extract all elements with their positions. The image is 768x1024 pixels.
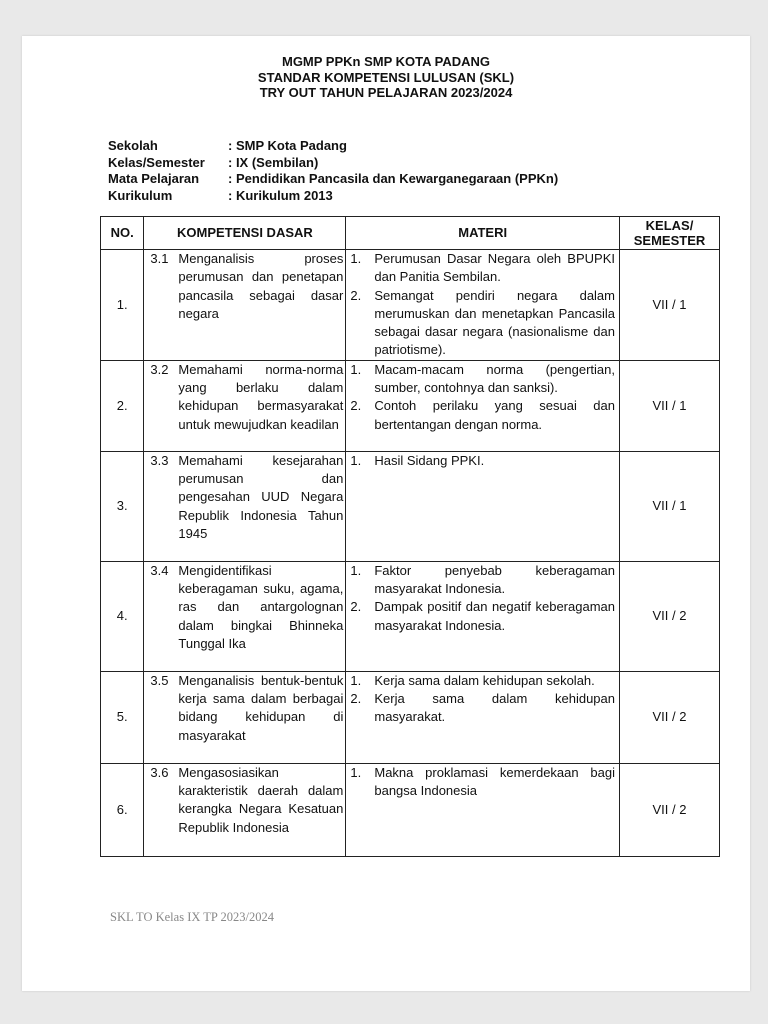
skl-table	[100, 216, 720, 857]
materi-cell	[346, 671, 620, 763]
kd-wrap	[150, 562, 343, 653]
kd-wrap	[150, 361, 343, 434]
kompetensi-dasar-cell	[144, 763, 346, 856]
row-number: 4.	[101, 561, 144, 671]
row-number: 2.	[101, 360, 144, 451]
materi-cell	[346, 250, 620, 361]
kd-wrap	[150, 672, 343, 745]
materi-item-number: 2.	[350, 599, 362, 615]
header-no: NO.	[101, 217, 144, 250]
materi-item-text: Kerja sama dalam kehidupan sekolah.	[374, 672, 595, 688]
materi-item-number: 1.	[350, 764, 362, 780]
kd-text: Mengasosiasikan karakteristik daerah dalam kerangka Negara Kesatuan Republik Indonesia	[178, 764, 344, 835]
materi-cell	[346, 360, 620, 451]
materi-item-number: 1.	[350, 562, 362, 578]
materi-cell	[346, 451, 620, 561]
row-number: 1.	[101, 250, 144, 361]
table-row	[101, 360, 720, 451]
kd-text: Memahami norma-norma yang berlaku dalam kehidupan bermasyarakat untuk mewujudkan keadilan	[178, 361, 344, 432]
materi-item-text: Macam-macam norma (pengertian, sumber, contohnya dan sanksi).	[374, 361, 615, 396]
kd-number: 3.4	[150, 562, 169, 578]
info-value: : Pendidikan Pancasila dan Kewarganegaraan (PPKn)	[228, 171, 559, 186]
info-block	[108, 138, 558, 204]
header-kelas-semester: KELAS/ SEMESTER	[620, 217, 720, 250]
materi-item	[350, 397, 615, 434]
kd-text: Memahami kesejarahan perumusan dan pengesahan UUD Negara Republik Indonesia Tahun 1945	[178, 452, 344, 541]
materi-cell	[346, 561, 620, 671]
info-row-kurikulum	[108, 188, 558, 205]
kd-text: Mengidentifikasi keberagaman suku, agama, ras dan antargolognan dalam bingkai Bhinneka Tunggal Ika	[178, 562, 344, 651]
kd-number: 3.2	[150, 361, 169, 377]
table-header-row	[101, 217, 720, 250]
materi-item-text: Kerja sama dalam kehidupan masyarakat.	[374, 691, 615, 725]
kelas-semester-cell: VII / 2	[620, 561, 720, 671]
kelas-semester-cell: VII / 2	[620, 763, 720, 856]
table-row	[101, 451, 720, 561]
table-body	[101, 250, 720, 857]
materi-item	[350, 562, 615, 599]
materi-item-number: 1.	[350, 452, 362, 468]
kd-wrap	[150, 764, 343, 837]
materi-item	[350, 452, 615, 470]
materi-item-text: Faktor penyebab keberagaman masyarakat Indonesia.	[374, 562, 615, 597]
info-key: Kurikulum	[108, 187, 173, 203]
kelas-semester-cell: VII / 1	[620, 360, 720, 451]
materi-item	[350, 672, 615, 690]
title-line-2: STANDAR KOMPETENSI LULUSAN (SKL)	[257, 69, 515, 85]
materi-item	[350, 361, 615, 398]
materi-item-text: Semangat pendiri negara dalam merumuskan dan menetapkan Pancasila sebagai dasar negara (nasionalisme dan patriotisme).	[374, 287, 615, 358]
kompetensi-dasar-cell	[144, 561, 346, 671]
materi-item-number: 2.	[350, 691, 362, 707]
table-row	[101, 561, 720, 671]
materi-item-text: Makna proklamasi kemerdekaan bagi bangsa Indonesia	[374, 764, 615, 799]
page-footer: SKL TO Kelas IX TP 2023/2024	[110, 910, 275, 924]
row-number: 6.	[101, 763, 144, 856]
materi-item-number: 2.	[350, 398, 362, 414]
materi-item-number: 1.	[350, 251, 362, 266]
info-key: Mata Pelajaran	[108, 171, 200, 186]
kompetensi-dasar-cell	[144, 250, 346, 361]
kd-wrap	[150, 452, 343, 543]
info-row-kelas-semester	[108, 155, 558, 172]
row-number: 5.	[101, 671, 144, 763]
materi-item	[350, 287, 615, 360]
materi-item	[350, 598, 615, 635]
materi-item	[350, 764, 615, 801]
kd-number: 3.1	[150, 251, 169, 266]
kelas-semester-cell: VII / 1	[620, 250, 720, 361]
materi-item-number: 1.	[350, 672, 362, 688]
table-row	[101, 250, 720, 361]
kd-text: Menganalisis bentuk-bentuk kerja sama dalam berbagai bidang kehidupan di masyarakat	[178, 672, 344, 743]
document-page	[22, 36, 750, 991]
kd-number: 3.3	[150, 452, 169, 468]
info-value: : IX (Sembilan)	[228, 154, 319, 170]
kelas-semester-cell: VII / 1	[620, 451, 720, 561]
kd-number: 3.5	[150, 672, 169, 688]
table-row	[101, 763, 720, 856]
info-row-mata-pelajaran	[108, 171, 558, 188]
header-kompetensi-dasar: KOMPETENSI DASAR	[144, 217, 346, 250]
row-number: 3.	[101, 451, 144, 561]
materi-item-text: Contoh perilaku yang sesuai dan bertentangan dengan norma.	[374, 398, 615, 432]
materi-item	[350, 690, 615, 727]
materi-cell	[346, 763, 620, 856]
info-key: Sekolah	[108, 138, 158, 153]
info-row-sekolah	[108, 138, 558, 155]
materi-item-text: Hasil Sidang PPKI.	[374, 452, 485, 468]
kompetensi-dasar-cell	[144, 451, 346, 561]
materi-item-number: 2.	[350, 287, 362, 303]
title-line-1: MGMP PPKn SMP KOTA PADANG	[281, 54, 490, 69]
document-title	[22, 54, 750, 101]
materi-item-text: Dampak positif dan negatif keberagaman masyarakat Indonesia.	[374, 599, 615, 633]
info-value: : Kurikulum 2013	[228, 187, 333, 203]
info-key: Kelas/Semester	[108, 154, 205, 170]
kompetensi-dasar-cell	[144, 671, 346, 763]
kompetensi-dasar-cell	[144, 360, 346, 451]
info-value: : SMP Kota Padang	[228, 138, 347, 153]
kd-text: Menganalisis proses perumusan dan penetapan pancasila sebagai dasar negara	[178, 251, 344, 321]
kd-number: 3.6	[150, 764, 169, 780]
materi-item-text: Perumusan Dasar Negara oleh BPUPKI dan Panitia Sembilan.	[374, 251, 615, 285]
materi-item	[350, 250, 615, 287]
kelas-semester-cell: VII / 2	[620, 671, 720, 763]
kd-wrap	[150, 250, 343, 323]
header-materi: MATERI	[346, 217, 620, 250]
table-row	[101, 671, 720, 763]
title-line-3: TRY OUT TAHUN PELAJARAN 2023/2024	[259, 85, 513, 100]
materi-item-number: 1.	[350, 361, 362, 377]
